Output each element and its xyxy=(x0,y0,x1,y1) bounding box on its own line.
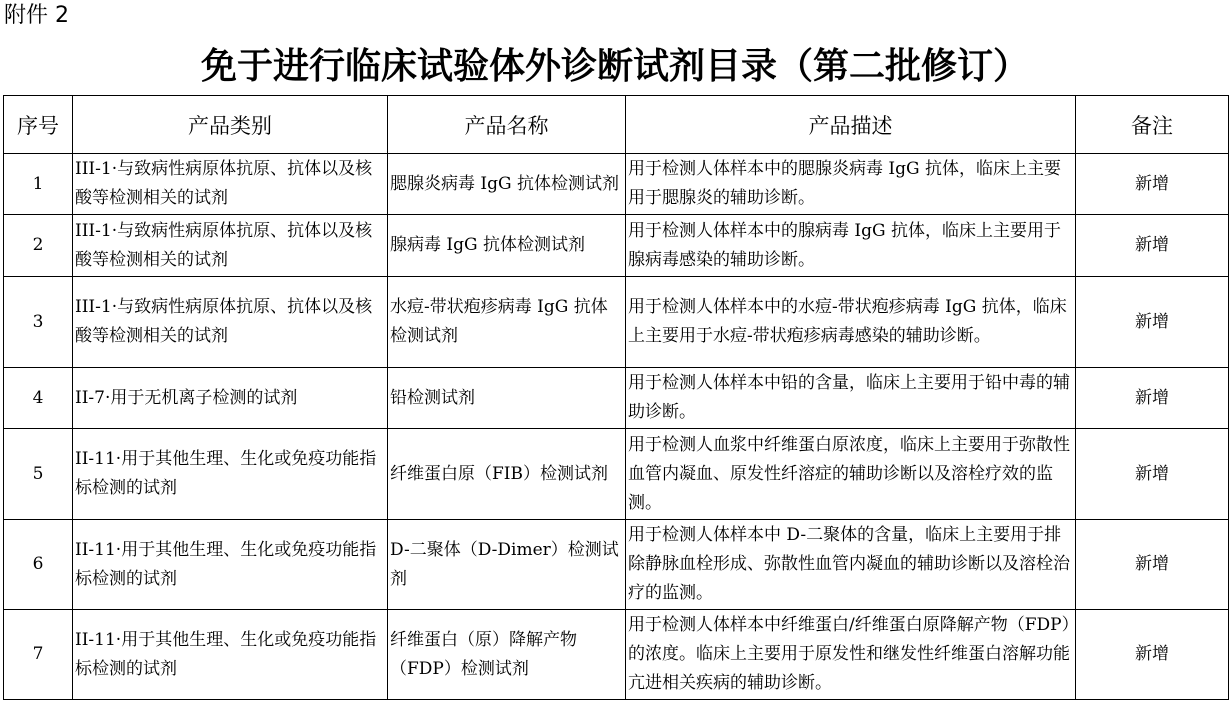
row-description: 用于检测人体样本中的腺病毒 IgG 抗体，临床上主要用于腺病毒感染的辅助诊断。 xyxy=(626,215,1076,277)
row-no: 4 xyxy=(4,368,73,429)
row-product-name: D-二聚体（D-Dimer）检测试剂 xyxy=(388,520,626,610)
row-description: 用于检测人血浆中纤维蛋白原浓度，临床上主要用于弥散性血管内凝血、原发性纤溶症的辅助诊断以及溶栓疗效的监测。 xyxy=(626,429,1076,520)
row-note: 新增 xyxy=(1076,610,1229,700)
row-product-name: 铅检测试剂 xyxy=(388,368,626,429)
row-category: III-1·与致病性病原体抗原、抗体以及核酸等检测相关的试剂 xyxy=(73,277,388,368)
header-note: 备注 xyxy=(1076,96,1229,154)
row-description: 用于检测人体样本中的水痘-带状疱疹病毒 IgG 抗体，临床上主要用于水痘-带状疱疹病毒感染的辅助诊断。 xyxy=(626,277,1076,368)
row-note: 新增 xyxy=(1076,368,1229,429)
row-no: 1 xyxy=(4,154,73,215)
row-no: 5 xyxy=(4,429,73,520)
row-product-name: 腺病毒 IgG 抗体检测试剂 xyxy=(388,215,626,277)
row-description: 用于检测人体样本中 D-二聚体的含量，临床上主要用于排除静脉血栓形成、弥散性血管内凝血的辅助诊断以及溶栓治疗的监测。 xyxy=(626,520,1076,610)
row-category: II-11·用于其他生理、生化或免疫功能指标检测的试剂 xyxy=(73,429,388,520)
row-category: II-7·用于无机离子检测的试剂 xyxy=(73,368,388,429)
header-description: 产品描述 xyxy=(626,96,1076,154)
row-category: II-11·用于其他生理、生化或免疫功能指标检测的试剂 xyxy=(73,520,388,610)
row-product-name: 纤维蛋白（原）降解产物（FDP）检测试剂 xyxy=(388,610,626,700)
header-name: 产品名称 xyxy=(388,96,626,154)
row-no: 6 xyxy=(4,520,73,610)
document-title: 免于进行临床试验体外诊断试剂目录（第二批修订） xyxy=(200,46,1029,87)
row-note: 新增 xyxy=(1076,429,1229,520)
table-row xyxy=(4,429,1229,520)
row-note: 新增 xyxy=(1076,520,1229,610)
row-no: 7 xyxy=(4,610,73,700)
table-row xyxy=(4,368,1229,429)
row-description: 用于检测人体样本中铅的含量，临床上主要用于铅中毒的辅助诊断。 xyxy=(626,368,1076,429)
row-product-name: 腮腺炎病毒 IgG 抗体检测试剂 xyxy=(388,154,626,215)
table-row xyxy=(4,520,1229,610)
row-note: 新增 xyxy=(1076,215,1229,277)
row-note: 新增 xyxy=(1076,277,1229,368)
table-row xyxy=(4,277,1229,368)
attachment-label: 附件 2 xyxy=(4,3,69,28)
row-description: 用于检测人体样本中的腮腺炎病毒 IgG 抗体，临床上主要用于腮腺炎的辅助诊断。 xyxy=(626,154,1076,215)
row-category: II-11·用于其他生理、生化或免疫功能指标检测的试剂 xyxy=(73,610,388,700)
row-no: 2 xyxy=(4,215,73,277)
row-product-name: 纤维蛋白原（FIB）检测试剂 xyxy=(388,429,626,520)
row-category: III-1·与致病性病原体抗原、抗体以及核酸等检测相关的试剂 xyxy=(73,154,388,215)
row-category: III-1·与致病性病原体抗原、抗体以及核酸等检测相关的试剂 xyxy=(73,215,388,277)
row-description: 用于检测人体样本中纤维蛋白/纤维蛋白原降解产物（FDP）的浓度。临床上主要用于原发性和继发性纤维蛋白溶解功能亢进相关疾病的辅助诊断。 xyxy=(626,610,1076,700)
header-category: 产品类别 xyxy=(73,96,388,154)
row-note: 新增 xyxy=(1076,154,1229,215)
table-row xyxy=(4,154,1229,215)
header-no: 序号 xyxy=(4,96,73,154)
table-header-row xyxy=(4,96,1229,154)
row-no: 3 xyxy=(4,277,73,368)
table-row xyxy=(4,215,1229,277)
table-row xyxy=(4,610,1229,700)
catalog-table xyxy=(3,95,1229,700)
row-product-name: 水痘-带状疱疹病毒 IgG 抗体检测试剂 xyxy=(388,277,626,368)
